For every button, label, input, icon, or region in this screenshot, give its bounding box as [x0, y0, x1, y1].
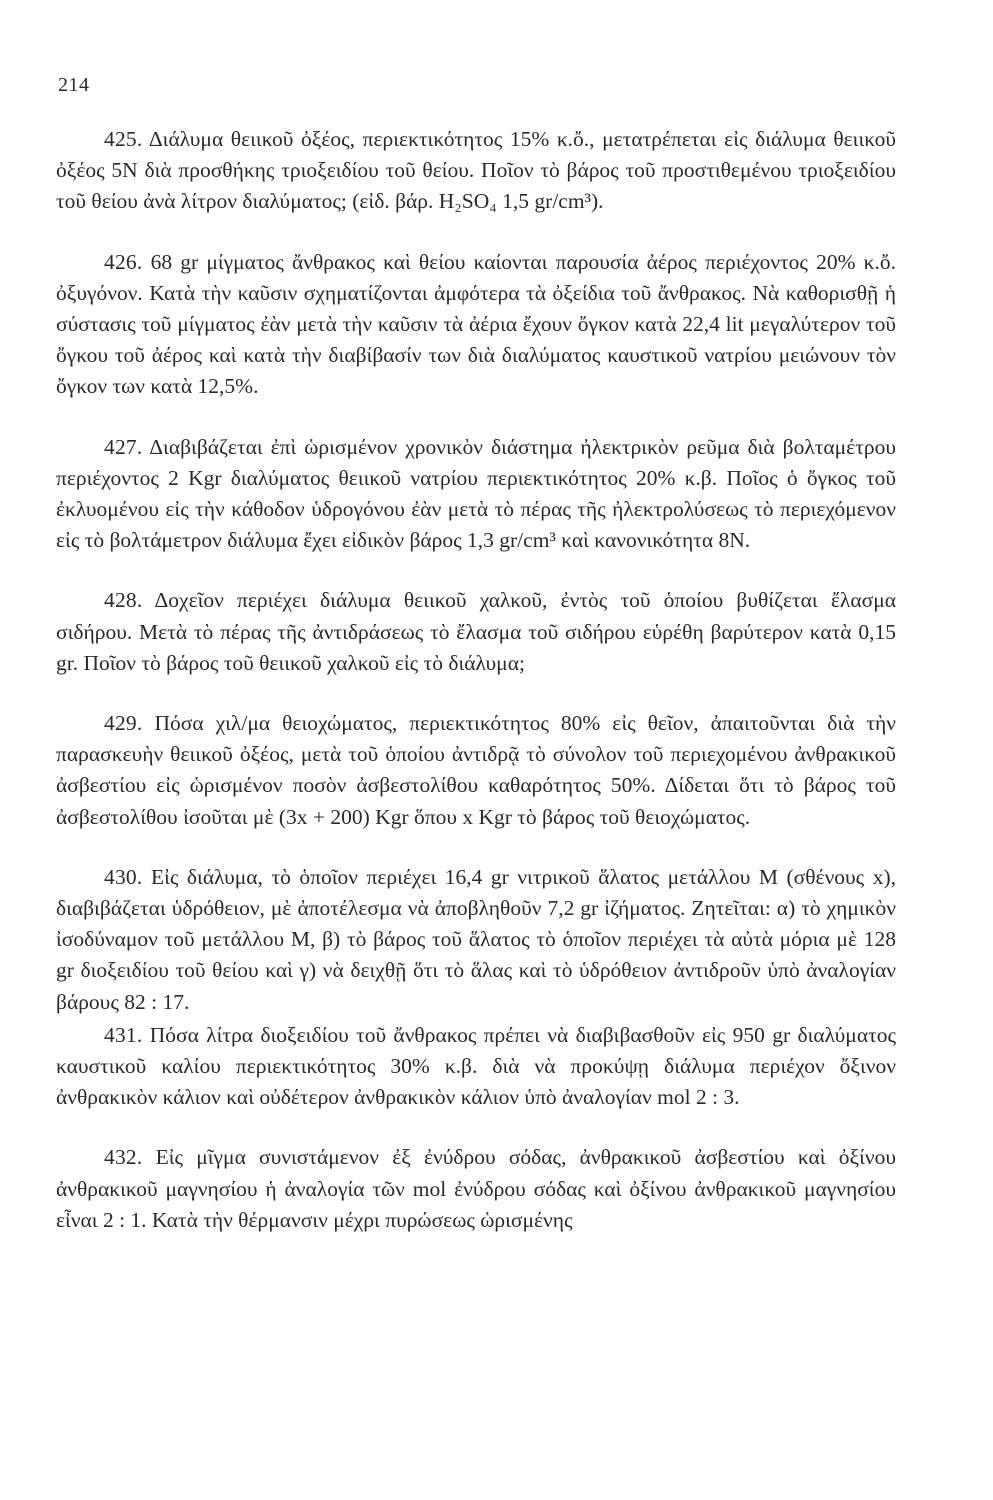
problem-text: Πόσα χιλ/μα θειοχώματος, περιεκτικότητος 80% εἰς θεῖον, ἀπαιτοῦνται διὰ τὴν παρασκευὴν θειικοῦ ὀξέος, μετὰ τοῦ ὁποίου ἀντιδρᾷ τὸ σύνολον τοῦ περιεχομένου ἀνθρακικοῦ ἀσβεστίου εἰς ὡρισμένον ποσὸν ἀσβεστολίθου καθαρότητος 50%. Δίδεται ὅτι τὸ βάρος τοῦ ἀσβεστολίθου ἰσοῦται μὲ (3x + 200) Kgr ὅπου x Kgr τὸ βάρος τοῦ θειοχώματος.: [56, 711, 896, 829]
problem-425: [56, 124, 896, 218]
problem-427: [56, 432, 896, 557]
page-number: 214: [58, 74, 90, 96]
problem-number: 431.: [104, 1022, 143, 1047]
problem-number: 432.: [104, 1145, 143, 1170]
problem-number: 426.: [104, 249, 143, 274]
problem-text: Διάλυμα θειικοῦ ὀξέος, περιεκτικότητος 15% κ.ὄ., μετατρέπεται εἰς διάλυμα θειικοῦ ὀξέος 5Ν διὰ προσθήκης τριοξειδίου τοῦ θείου. Ποῖον τὸ βάρος τοῦ προστιθεμένου τριοξειδίου τοῦ θείου ἀνὰ λίτρον διαλύματος; (εἰδ. βάρ. H₂SO₄ 1,5 gr/cm³).: [56, 127, 896, 214]
problem-number: 430.: [104, 864, 143, 889]
problem-426: [56, 247, 896, 403]
problem-number: 427.: [104, 434, 143, 459]
problem-428: [56, 585, 896, 679]
problem-text: Πόσα λίτρα διοξειδίου τοῦ ἄνθρακος πρέπει νὰ διαβιβασθοῦν εἰς 950 gr διαλύματος καυστικοῦ καλίου περιεκτικότητος 30% κ.β. διὰ νὰ προκύψῃ διάλυμα περιέχον ὄξινον ἀνθρακικὸν κάλιον καὶ οὐδέτερον ἀνθρακικὸν κάλιον ὑπὸ ἀναλογίαν mol 2 : 3.: [56, 1022, 897, 1110]
problem-text: 68 gr μίγματος ἄνθρακος καὶ θείου καίονται παρουσία ἀέρος περιέχοντος 20% κ.ὄ. ὀξυγόνον. Κατὰ τὴν καῦσιν σχηματίζονται ἀμφότερα τὰ ὀξείδια τοῦ ἄνθρακος. Νὰ καθορισθῇ ἡ σύστασις τοῦ μίγματος ἐὰν μετὰ τὴν καῦσιν τὰ ἀέρια ἔχουν ὄγκον κατὰ 22,4 lit μεγαλύτερον τοῦ ὄγκου τοῦ ἀέρος καὶ κατὰ τὴν διαβίβασίν των διὰ διαλύματος καυστικοῦ νατρίου μειώνουν τὸν ὄγκον των κατὰ 12,5%.: [56, 249, 897, 399]
problem-432: [56, 1142, 896, 1236]
problem-430: [56, 862, 896, 1018]
problem-431: [56, 1020, 896, 1114]
problem-429: [56, 708, 896, 833]
problem-number: 429.: [104, 711, 143, 736]
problem-text: Εἰς μῖγμα συνιστάμενον ἐξ ἐνύδρου σόδας, ἀνθρακικοῦ ἀσβεστίου καὶ ὀξίνου ἀνθρακικοῦ μαγνησίου ἡ ἀναλογία τῶν mol ἐνύδρου σόδας καὶ ὀξίνου ἀνθρακικοῦ μαγνησίου εἶναι 2 : 1. Κατὰ τὴν θέρμανσιν μέχρι πυρώσεως ὡρισμένης: [56, 1145, 896, 1232]
problem-text: Εἰς διάλυμα, τὸ ὁποῖον περιέχει 16,4 gr νιτρικοῦ ἅλατος μετάλλου Μ (σθένους x), διαβιβάζεται ὑδρόθειον, μὲ ἀποτέλεσμα νὰ ἀποβληθοῦν 7,2 gr ἰζήματος. Ζητεῖται: α) τὸ χημικὸν ἰσοδύναμον τοῦ μετάλλου Μ, β) τὸ βάρος τοῦ ἅλατος τὸ ὁποῖον περιέχει τὰ αὐτὰ μόρια μὲ 128 gr διοξειδίου τοῦ θείου καὶ γ) νὰ δειχθῇ ὅτι τὸ ἅλας καὶ τὸ ὑδρόθειον ἀντιδροῦν ὑπὸ ἀναλογίαν βάρους 82 : 17.: [56, 864, 896, 1014]
problem-text: Δοχεῖον περιέχει διάλυμα θειικοῦ χαλκοῦ, ἐντὸς τοῦ ὁποίου βυθίζεται ἔλασμα σιδήρου. Μετὰ τὸ πέρας τῆς ἀντιδράσεως τὸ ἔλασμα τοῦ σιδήρου εὑρέθη βαρύτερον κατὰ 0,15 gr. Ποῖον τὸ βάρος τοῦ θειικοῦ χαλκοῦ εἰς τὸ διάλυμα;: [56, 588, 896, 675]
problem-number: 425.: [104, 127, 143, 151]
problem-text: Διαβιβάζεται ἐπὶ ὡρισμένον χρονικὸν διάστημα ἠλεκτρικὸν ρεῦμα διὰ βολταμέτρου περιέχοντος 2 Kgr διαλύματος θειικοῦ νατρίου περιεκτικότητος 20% κ.β. Ποῖος ὁ ὄγκος τοῦ ἐκλυομένου εἰς τὴν κάθοδον ὑδρογόνου ἐὰν μετὰ τὸ πέρας τῆς ἠλεκτρολύσεως τὸ περιεχόμενον εἰς τὸ βολτάμετρον διάλυμα ἔχει εἰδικὸν βάρος 1,3 gr/cm³ καὶ κανονικότητα 8Ν.: [56, 434, 896, 553]
problem-list: [56, 124, 896, 1236]
problem-number: 428.: [104, 588, 143, 613]
